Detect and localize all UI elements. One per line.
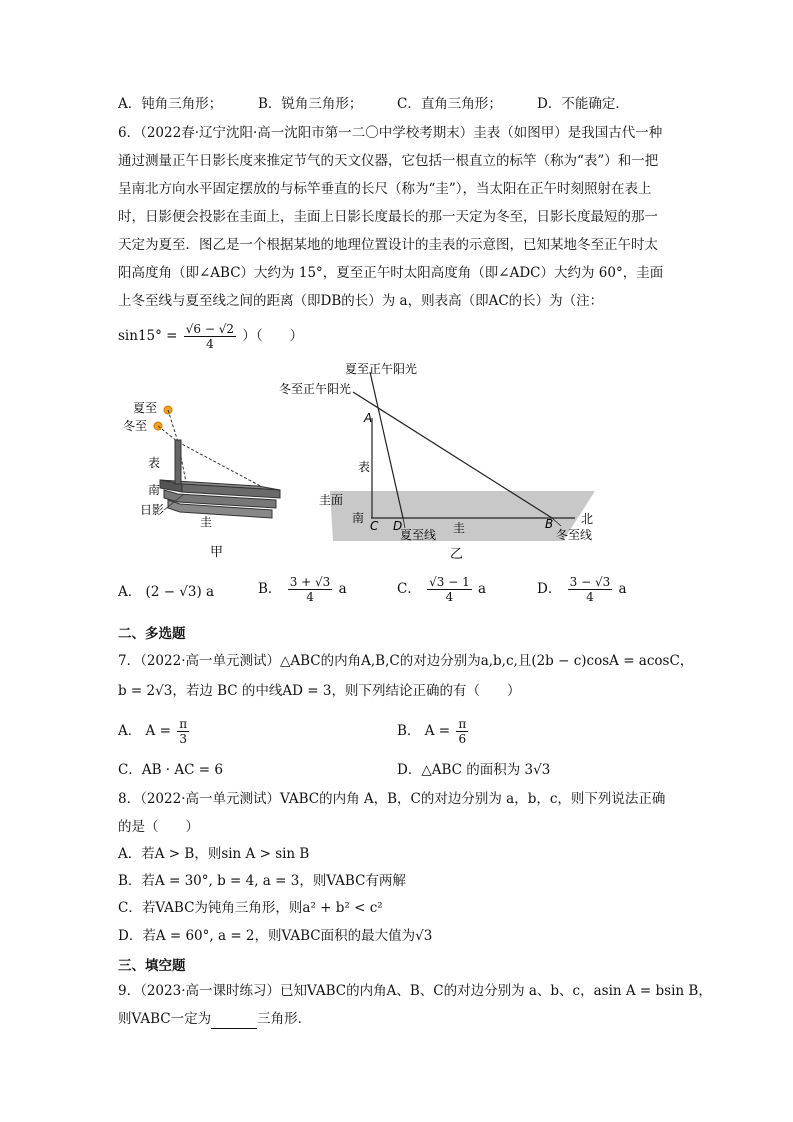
- figure-jia: [118, 390, 290, 565]
- yi-label-xiazhi-light: 夏至正午阳光: [345, 362, 418, 376]
- yi-label-c: C: [370, 519, 379, 533]
- q6-option-b: [258, 575, 347, 604]
- yi-label-b: B: [545, 517, 554, 531]
- q5-option-b: B．锐角三角形；: [258, 96, 363, 112]
- q6-option-c-var: a: [478, 581, 487, 597]
- q7-option-b-label: B．: [397, 723, 421, 739]
- q6-line-3: 呈南北方向水平固定摆放的与标竿垂直的长尺（称为“圭”），当太阳在正午时刻照射在表上: [118, 181, 652, 197]
- jia-label-nan: 南: [148, 483, 161, 497]
- q5-option-a: A．钝角三角形；: [118, 96, 223, 112]
- q6-note-suffix: ）（ ）: [242, 328, 304, 344]
- q6-option-c-den: 4: [445, 590, 454, 604]
- q7-option-a-pre: A =: [145, 723, 171, 739]
- q6-option-b-label: B．: [258, 581, 282, 597]
- q5-option-c: C．直角三角形；: [397, 96, 502, 112]
- q9-answer-blank[interactable]: [211, 1014, 257, 1029]
- q6-line-6: 阳高度角（即∠ABC）大约为 15°，夏至正午时太阳高度角（即∠ADC）大约为 60°，圭面: [118, 265, 664, 281]
- q6-note: [118, 322, 303, 351]
- q6-note-den: 4: [206, 337, 214, 351]
- q7-option-b-fraction: [456, 717, 468, 746]
- q6-line-1: 6．（2022春·辽宁沈阳·高一沈阳市第一二〇中学校考期末）圭表（如图甲）是我国古代一种: [118, 125, 663, 141]
- jia-label-biao: 表: [148, 456, 161, 470]
- q5-option-d: D．不能确定．: [537, 96, 629, 112]
- q6-option-c-num: √3 − 1: [429, 575, 470, 589]
- q7-line-2: b = 2√3，若边 BC 的中线AD = 3，则下列结论正确的有（ ）: [118, 683, 521, 699]
- q7-option-b-pre: A =: [424, 723, 451, 739]
- q6-option-d: [537, 575, 627, 604]
- yi-label-biao: 表: [358, 460, 371, 474]
- q6-note-num: √6 − √2: [185, 322, 235, 336]
- summer-ray: [168, 410, 178, 442]
- q6-note-prefix: sin15° =: [118, 328, 178, 344]
- section-title-fill-in: 三、填空题: [118, 958, 186, 974]
- q6-option-b-den: 4: [306, 590, 314, 604]
- jia-label-gui: 圭: [200, 515, 213, 529]
- biao-pole: [175, 440, 181, 484]
- q8-option-a: A．若A > B，则sin A > sin B: [118, 846, 310, 862]
- q9-line-2-post: 三角形．: [257, 1011, 312, 1027]
- yi-label-guimian: 圭面: [319, 493, 344, 507]
- yi-label-d: D: [393, 519, 403, 533]
- yi-label-a: A: [364, 411, 373, 425]
- q7-option-a: [118, 717, 191, 746]
- q6-option-b-num: 3 + √3: [289, 575, 331, 589]
- yi-label-xiazhixian: 夏至线: [400, 528, 437, 542]
- figure-yi: [275, 356, 615, 566]
- q6-option-c-fraction: [427, 575, 472, 604]
- q8-option-c: C．若VABC为钝角三角形，则a² + b² < c²: [118, 900, 383, 916]
- q8-line-2: 的是（ ）: [118, 819, 199, 835]
- q7-option-c: C．AB · AC = 6: [118, 762, 223, 778]
- q6-line-4: 时，日影便会投影在圭面上，圭面上日影长度最长的那一天定为冬至，日影长度最短的那一: [118, 209, 658, 225]
- jia-caption: 甲: [210, 545, 224, 560]
- q6-line-7: 上冬至线与夏至线之间的距离（即DB的长）为 a，则表高（即AC的长）为（注：: [118, 293, 604, 309]
- yi-label-dongzhixian: 冬至线: [556, 528, 593, 542]
- q9-line-1: 9．（2023·高一课时练习）已知VABC的内角A、B、C的对边分别为 a、b、c，asin A = bsin B，: [118, 983, 712, 999]
- q7-option-a-num: π: [179, 717, 188, 731]
- q7-option-a-den: 3: [179, 732, 187, 746]
- q6-option-d-num: 3 − √3: [569, 575, 611, 589]
- yi-label-dongzhi-light: 冬至正午阳光: [279, 382, 352, 396]
- yi-label-gui: 圭: [453, 521, 466, 535]
- q7-option-d: D．△ABC 的面积为 3√3: [397, 762, 551, 778]
- q6-option-d-den: 4: [586, 590, 594, 604]
- q8-option-d: D．若A = 60°, a = 2，则VABC面积的最大值为√3: [118, 928, 433, 944]
- q9-line-2-pre: 则VABC一定为: [118, 1011, 212, 1027]
- jia-label-xiazhi: 夏至: [133, 401, 158, 415]
- jia-label-dongzhi: 冬至: [123, 419, 148, 433]
- q6-option-c-label: C．: [397, 581, 421, 597]
- yi-label-bei: 北: [581, 512, 594, 526]
- q6-option-b-fraction: [288, 575, 333, 604]
- q6-option-a-label: A．: [118, 584, 142, 600]
- q7-option-a-fraction: [177, 717, 189, 746]
- q6-option-d-var: a: [618, 581, 627, 597]
- yi-caption: 乙: [450, 547, 464, 562]
- q6-option-d-label: D．: [537, 581, 562, 597]
- q6-option-b-var: a: [338, 581, 347, 597]
- q6-option-c: [397, 575, 486, 604]
- q7-option-b-den: 6: [458, 732, 467, 746]
- q7-line-1: 7．（2022·高一单元测试）△ABC的内角A,B,C的对边分别为a,b,c,且(2b − c)cosA = acosC，: [118, 653, 694, 669]
- section-title-multiple-choice: 二、多选题: [118, 626, 186, 642]
- q7-option-a-label: A．: [118, 723, 142, 739]
- q7-option-b: [397, 717, 470, 746]
- yi-label-nan: 南: [352, 511, 365, 525]
- q6-option-a-expr: (2 − √3) a: [145, 584, 215, 600]
- q6-line-5: 天定为夏至．图乙是一个根据某地的地理位置设计的圭表的示意图，已知某地冬至正午时太: [118, 237, 658, 253]
- q9-line-2: [118, 1009, 311, 1029]
- q8-option-b: B．若A = 30°, b = 4, a = 3，则VABC有两解: [118, 873, 406, 889]
- q7-option-b-num: π: [458, 717, 467, 731]
- q8-line-1: 8．（2022·高一单元测试）VABC的内角 A，B，C的对边分别为 a，b，c，则下列说法正确: [118, 791, 666, 807]
- q6-option-d-fraction: [568, 575, 613, 604]
- q6-note-fraction: [184, 322, 236, 351]
- q6-line-2: 通过测量正午日影长度来推定节气的天文仪器，它包括一根直立的标竿（称为“表”）和一把: [118, 153, 659, 169]
- q6-option-a: [118, 582, 214, 602]
- jia-label-riying: 日影: [140, 503, 165, 517]
